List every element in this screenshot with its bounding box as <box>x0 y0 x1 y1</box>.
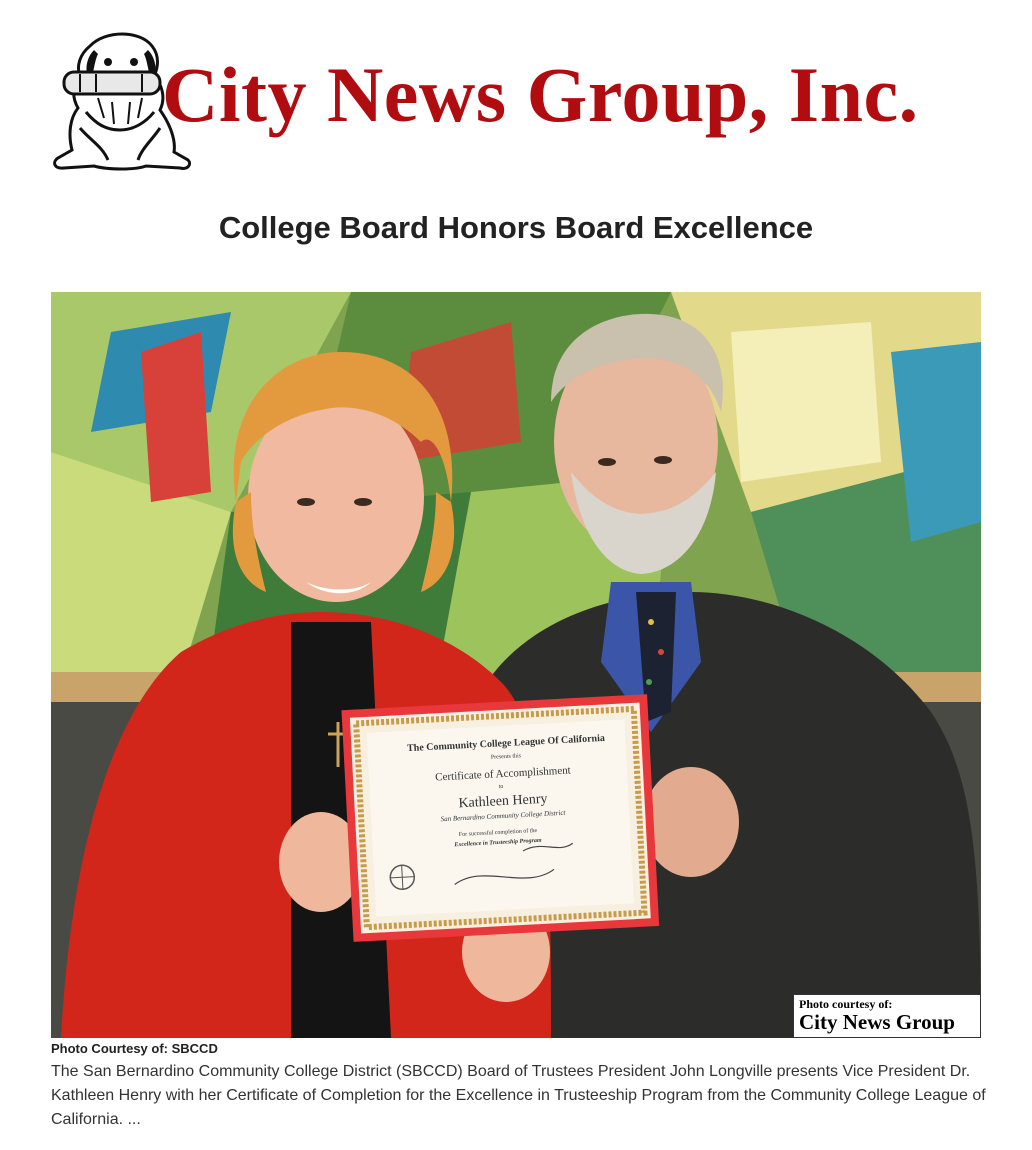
certificate-program: Excellence in Trusteeship Program <box>454 837 542 849</box>
certificate-presents: Presents this <box>490 753 522 761</box>
photo-caption: The San Bernardino Community College District (SBCCD) Board of Trustees President John Longville presents Vice President Dr. Kathleen Henry with her Certificate of Completion for the Excellence in Trusteeship Program from the Community College League of California. ... <box>51 1063 986 1128</box>
certificate-district: San Bernardino Community College District <box>440 808 566 824</box>
certificate-to: to <box>498 783 504 791</box>
watermark-line1: Photo courtesy of: <box>799 997 893 1011</box>
watermark-line2: City News Group <box>799 1010 955 1034</box>
photo-illustration <box>51 292 981 1038</box>
article-headline: College Board Honors Board Excellence <box>218 210 814 245</box>
article-photo <box>51 292 981 1038</box>
certificate-title: Certificate of Accomplishment <box>434 764 572 784</box>
brand-name: City News Group, Inc. <box>162 51 919 138</box>
masthead <box>50 28 980 178</box>
certificate-for-line: For successful completion of the <box>458 827 538 839</box>
certificate-recipient: Kathleen Henry <box>458 791 548 812</box>
certificate-issuer: The Community College League Of California <box>406 732 606 755</box>
photo-credit: Photo Courtesy of: SBCCD <box>51 1041 218 1056</box>
photo-credit-watermark <box>793 994 981 1038</box>
